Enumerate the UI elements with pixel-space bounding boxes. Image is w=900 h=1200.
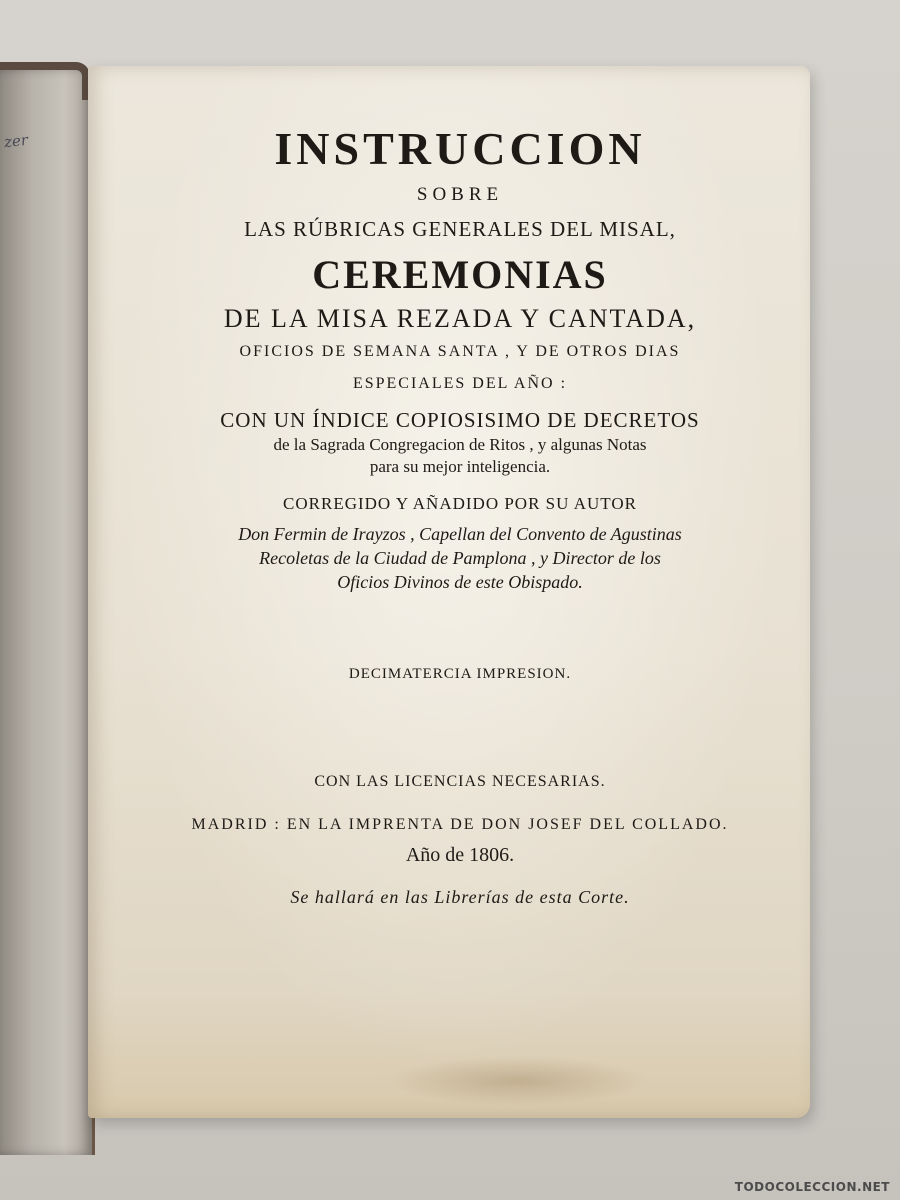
watermark: TODOCOLECCION.NET <box>734 1180 890 1194</box>
subtitle-rubricas: LAS RÚBRICAS GENERALES DEL MISAL, <box>244 217 676 241</box>
year-line: Año de 1806. <box>405 844 515 866</box>
subtitle-ceremonias: CEREMONIAS <box>312 252 608 297</box>
title-page <box>88 66 810 1118</box>
handwritten-margin-note: zer <box>3 130 29 152</box>
subtitle-especiales: ESPECIALES DEL AÑO : <box>352 375 568 392</box>
corrected-by-line: CORREGIDO Y AÑADIDO POR SU AUTOR <box>283 494 637 513</box>
subtitle-indice: CON UN ÍNDICE COPIOSISIMO DE DECRETOS <box>220 408 700 432</box>
book-spine-edge <box>0 62 90 100</box>
author-line-2: Recoletas de la Ciudad de Pamplona , y Director de los <box>259 548 661 568</box>
subtitle-para: para su mejor inteligencia. <box>369 457 551 476</box>
book-title: INSTRUCCION <box>274 123 646 174</box>
subtitle-oficios: OFICIOS DE SEMANA SANTA , Y DE OTROS DIAS <box>239 343 681 360</box>
title-page-text <box>140 118 780 908</box>
subtitle-sagrada: de la Sagrada Congregacion de Ritos , y algunas Notas <box>273 435 647 454</box>
subtitle-misa: DE LA MISA REZADA Y CANTADA, <box>223 304 697 333</box>
subtitle-sobre: SOBRE <box>416 184 504 205</box>
licenses-line: CON LAS LICENCIAS NECESARIAS. <box>314 773 606 790</box>
book-cover-board <box>0 70 95 1155</box>
author-line-3: Oficios Divinos de este Obispado. <box>337 572 583 592</box>
author-line-1: Don Fermin de Irayzos , Capellan del Convento de Agustinas <box>238 524 682 544</box>
edition-line: DECIMATERCIA IMPRESION. <box>348 666 572 682</box>
page-stain <box>388 1056 648 1106</box>
sale-line: Se hallará en las Librerías de esta Corte. <box>290 887 630 907</box>
printer-line: MADRID : EN LA IMPRENTA DE DON JOSEF DEL COLLADO. <box>191 816 729 833</box>
